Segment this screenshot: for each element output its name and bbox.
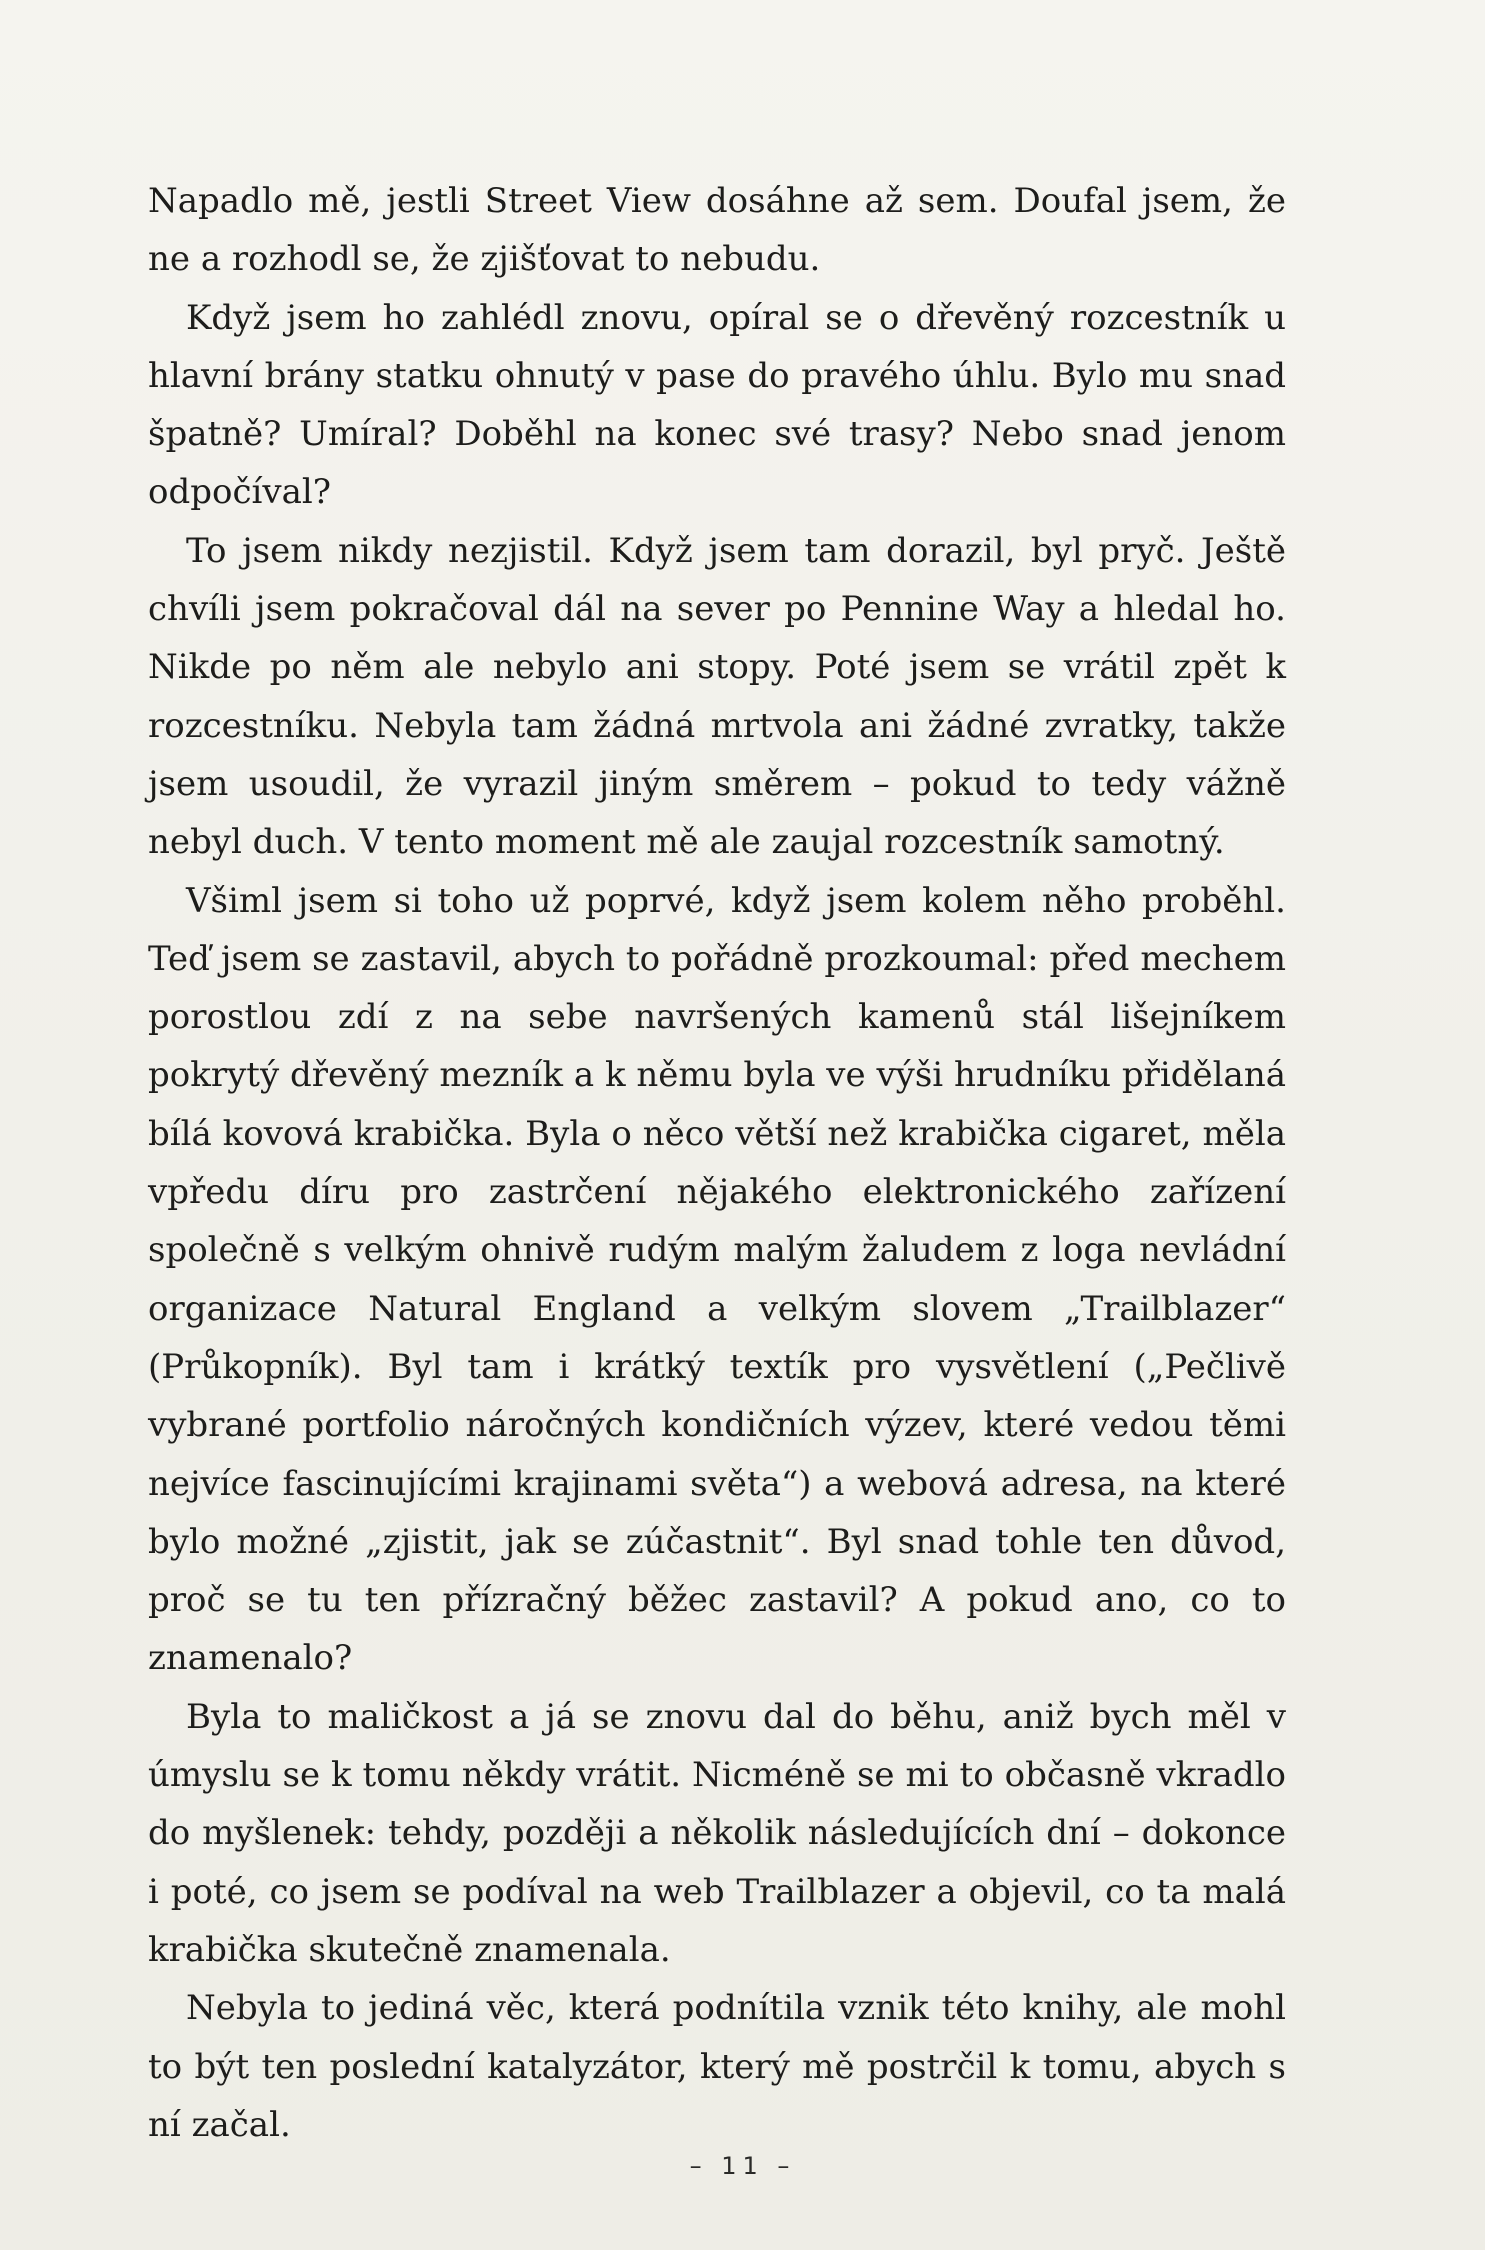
paragraph-2: Když jsem ho zahlédl znovu, opíral se o dřevěný rozcestník u hlavní brány statku ohnutý v pase do pravého úhlu. Bylo mu snad špatně? Umíral? Doběhl na konec své trasy? Nebo snad jenom odpočíval?: [148, 297, 1286, 513]
page-number: – 11 –: [689, 2152, 796, 2180]
paragraph-1: Napadlo mě, jestli Street View dosáhne až sem. Doufal jsem, že ne a rozhodl se, že zjišťovat to nebudu.: [148, 181, 1286, 280]
body-text: [148, 172, 1286, 2154]
paragraph-6: Nebyla to jediná věc, která podnítila vznik této knihy, ale mohl to být ten poslední katalyzátor, který mě postrčil k tomu, abych s ní začal.: [148, 1988, 1286, 2145]
paragraph-3: To jsem nikdy nezjistil. Když jsem tam dorazil, byl pryč. Ještě chvíli jsem pokračoval dál na sever po Pennine Way a hledal ho. Nikde po něm ale nebylo ani stopy. Poté jsem se vrátil zpět k rozcestníku. Nebyla tam žádná mrtvola ani žádné zvratky, takže jsem usoudil, že vyrazil jiným směrem – pokud to tedy vážně nebyl duch. V tento moment mě ale zaujal rozcestník samotný.: [148, 530, 1286, 863]
paragraph-5: Byla to maličkost a já se znovu dal do běhu, aniž bych měl v úmyslu se k tomu někdy vrátit. Nicméně se mi to občasně vkradlo do myšlenek: tehdy, později a několik následujících dní – dokonce i poté, co jsem se podíval na web Trailblazer a objevil, co ta malá krabička skutečně znamenala.: [148, 1696, 1286, 1970]
paragraph-4: Všiml jsem si toho už poprvé, když jsem kolem něho proběhl. Teď jsem se zastavil, abych to pořádně prozkoumal: před mechem porostlou zdí z na sebe navršených kamenů stál lišejníkem pokrytý dřevěný mezník a k němu byla ve výši hrudníku přidělaná bílá kovová krabička. Byla o něco větší než krabička cigaret, měla vpředu díru pro zastrčení nějakého elektronického zařízení společně s velkým ohnivě rudým malým žaludem z loga nevládní organizace Natural England a velkým slovem „Trailblazer“ (Průkopník). Byl tam i krátký textík pro vysvětlení („Pečlivě vybrané portfolio náročných kondičních výzev, které vedou těmi nejvíce fascinujícími krajinami světa“) a webová adresa, na které bylo možné „zjistit, jak se zúčastnit“. Byl snad tohle ten důvod, proč se tu ten přízračný běžec zastavil? A pokud ano, co to znamenalo?: [148, 880, 1286, 1679]
